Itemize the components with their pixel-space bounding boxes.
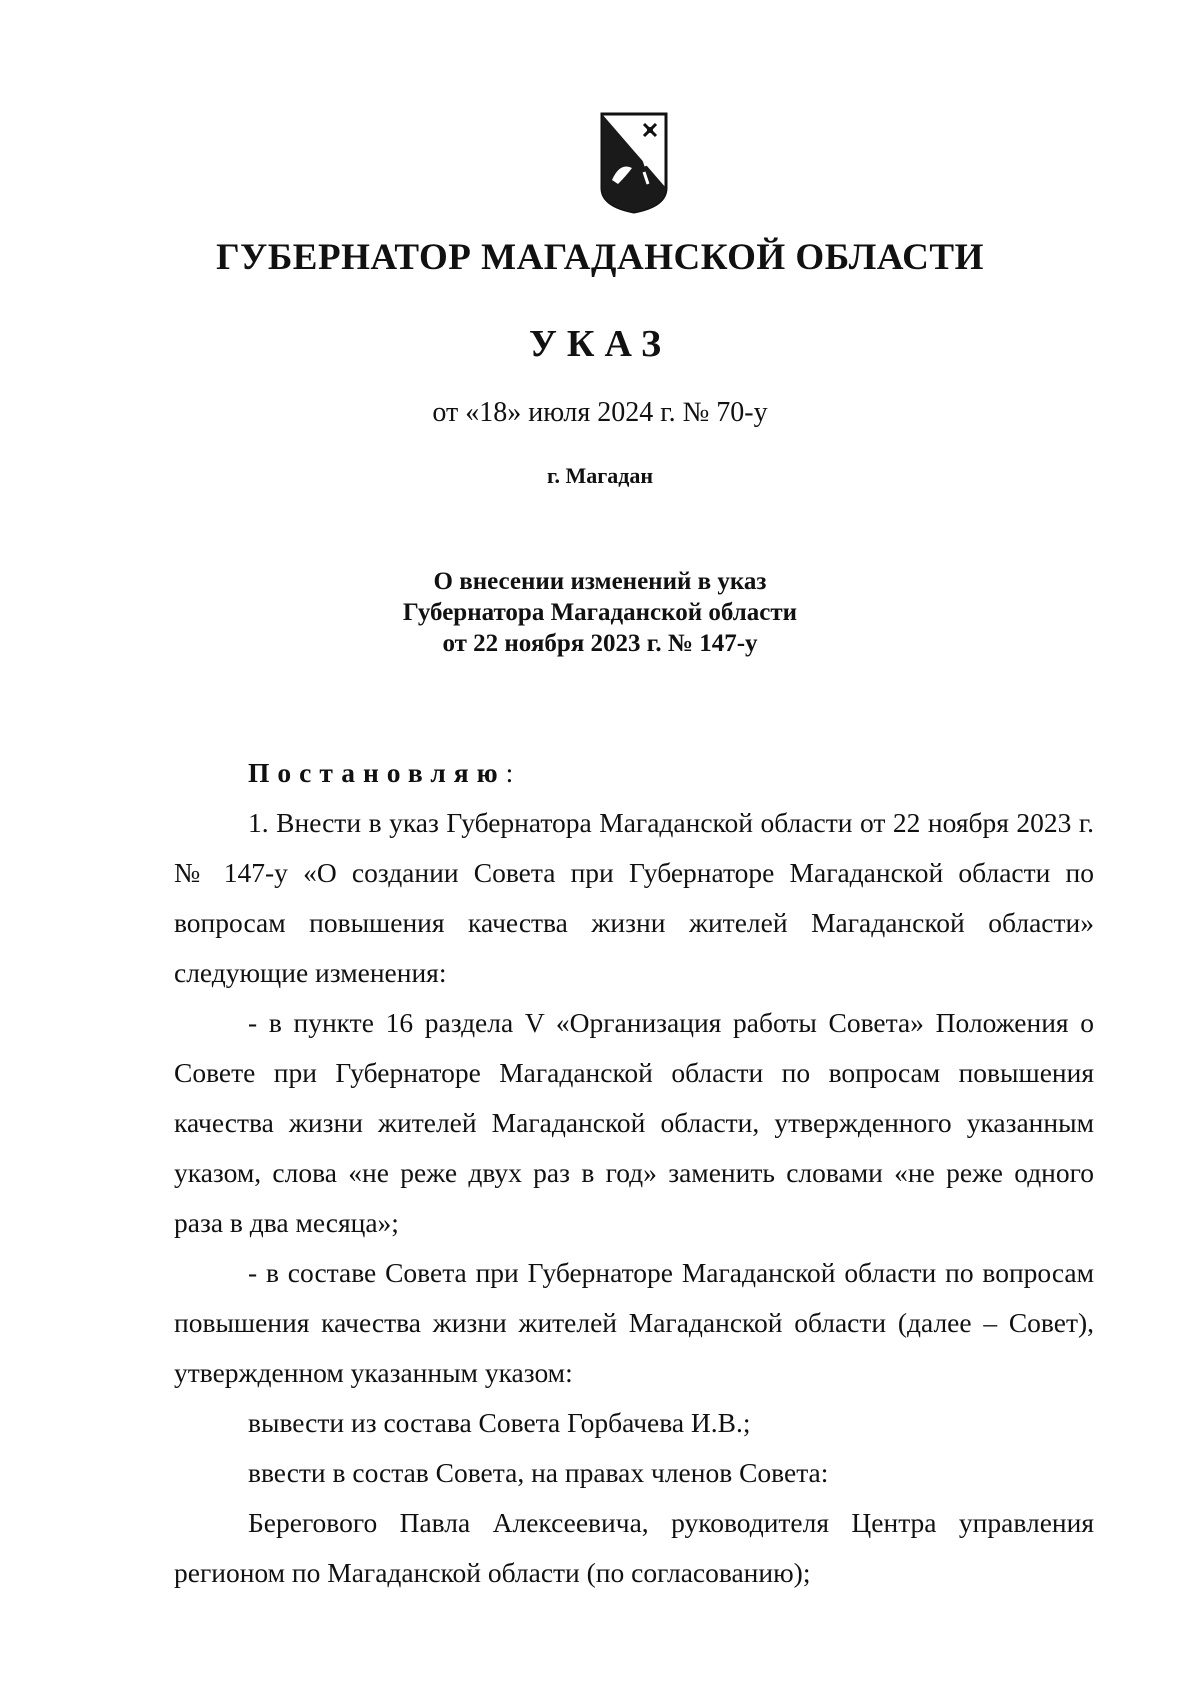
subject-line-2: Губернатора Магаданской области [402, 599, 798, 626]
document-subject [0, 566, 1200, 659]
document-type: УКАЗ [529, 323, 671, 365]
document-dateline: от «18» июля 2024 г. № 70-у [432, 397, 768, 428]
document-body [174, 748, 1094, 1598]
body-paragraph: ввести в состав Совета, на правах членов Совета: [248, 1457, 829, 1488]
decree-word: Постановляю [248, 757, 506, 788]
body-paragraph: - в пункте 16 раздела V «Организация работы Совета» Положения о Совете при Губернаторе Магаданской области по вопросам повышения качества жизни жителей Магаданской области, утвержденного указанным указом, слова «не реже двух раз в год» заменить словами «не реже одного раза в два месяца»; [174, 1007, 1094, 1238]
body-paragraph: Берегового Павла Алексеевича, руководителя Центра управления регионом по Магаданской области (по согласованию); [174, 1507, 1094, 1588]
document-city: г. Магадан [546, 463, 654, 488]
coat-of-arms-icon [598, 110, 670, 214]
body-paragraph: - в составе Совета при Губернаторе Магаданской области по вопросам повышения качества жизни жителей Магаданской области (далее – Совет), утвержденном указанным указом: [174, 1257, 1094, 1388]
decree-colon: : [505, 757, 514, 788]
body-paragraph: 1. Внести в указ Губернатора Магаданской области от 22 ноября 2023 г. № 147-у «О создании Совета при Губернаторе Магаданской области по вопросам повышения качества жизни жителей Магаданской области» следующие изменения: [174, 807, 1094, 988]
body-paragraph: вывести из состава Совета Горбачева И.В.; [248, 1407, 751, 1438]
authority-title: ГУБЕРНАТОР МАГАДАНСКОЙ ОБЛАСТИ [216, 237, 984, 278]
decree-heading [174, 748, 1094, 798]
subject-line-1: О внесении изменений в указ [433, 568, 767, 595]
subject-line-3: от 22 ноября 2023 г. № 147-у [442, 630, 758, 657]
